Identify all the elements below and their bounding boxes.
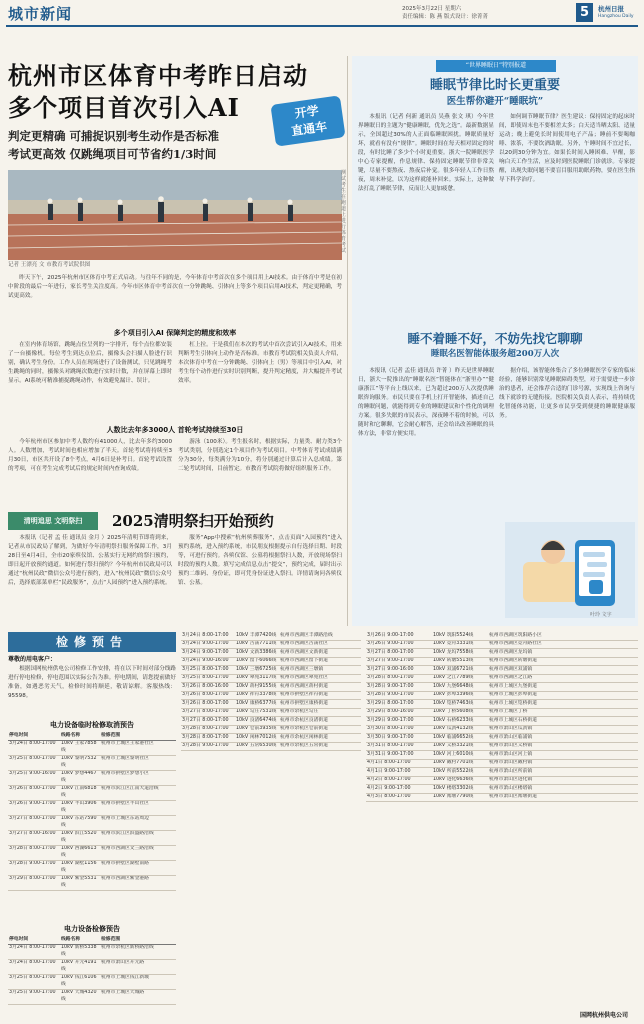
header-line: 线路名称 bbox=[60, 936, 100, 944]
lead-column-3 bbox=[8, 438, 172, 506]
cell-line: 10kV 瓜沥4132线 bbox=[432, 725, 488, 734]
cell-line: 10kV 良渚6474线 bbox=[235, 717, 279, 726]
table-row bbox=[366, 691, 638, 700]
cell-range: 杭州市萧山区进化镇 bbox=[488, 776, 638, 785]
table-row bbox=[366, 700, 638, 709]
insomnia-subheadline: 睡眠名医智能体服务超200万人次 bbox=[430, 349, 560, 359]
table-row bbox=[366, 793, 638, 802]
cell-range: 杭州市西湖区竞舟路社区 bbox=[488, 640, 638, 649]
cell-time: 3月28日 9:00-17:00 bbox=[181, 742, 235, 751]
photo-credit-vertical: 测试考生在跑道上进行体育考试 bbox=[341, 170, 347, 254]
table-row bbox=[366, 751, 638, 760]
cell-time: 3月28日 8:00-17:00 bbox=[181, 725, 235, 734]
cell-line: 10kV 转塘5513线 bbox=[432, 657, 488, 666]
paper-logo-name: 杭州日报 bbox=[598, 5, 624, 13]
cell-line: 10kV 翠苑3117线 bbox=[235, 674, 279, 683]
insomnia-column-1-text: 本报讯（记者 孟佳 通讯员 许菁 ）昨天是世界睡眠日，浙大一院推出的“睡眠名医”智能体在“浙里办”“健康浙江”等平台上线以来，已为超过200万人次提供睡眠咨询服务。市民只要在手机上打开智能体，描述自己的睡眠问题，就能得到专业的睡眠建议和个性化的调理方案。很多失眠的市民表示，深夜睡不着的时候，可以随时和它聊聊，它会耐心解答，还会给出改善睡眠的具体方法，非常方便实用。 bbox=[358, 368, 494, 437]
cell-line: 10kV 蒋村9155线 bbox=[235, 683, 279, 692]
cell-time: 3月30日 8:00-17:00 bbox=[366, 725, 432, 734]
table-row bbox=[181, 700, 361, 709]
sleep-column-1 bbox=[358, 113, 494, 303]
cell-range: 杭州市西湖区转塘街道 bbox=[488, 657, 638, 666]
sleep-illustration bbox=[505, 522, 635, 618]
table-row bbox=[181, 649, 361, 658]
cell-range: 杭州市滨江区江南大道沿线 bbox=[100, 785, 176, 800]
table-row bbox=[366, 725, 638, 734]
table-row bbox=[181, 674, 361, 683]
cell-range: 杭州市西湖区丰潭路沿线 bbox=[279, 632, 361, 640]
cell-line: 10kV 石桥6233线 bbox=[432, 717, 488, 726]
cell-time: 3月27日 8:00-16:00 bbox=[8, 830, 60, 845]
lead-headline-line2: 多个项目首次引入AI bbox=[8, 93, 240, 122]
cell-time: 3月28日 8:00-17:00 bbox=[366, 674, 432, 683]
cell-line: 10kV 河上6010线 bbox=[432, 751, 488, 760]
cell-line: 10kV 所前5522线 bbox=[432, 768, 488, 777]
cell-range: 杭州市西湖区古荡社区 bbox=[279, 640, 361, 649]
cell-range: 杭州市拱墅区祥符街道 bbox=[279, 691, 361, 700]
table-row bbox=[8, 974, 176, 989]
maintenance-notice-text: 根据国网杭州供电公司检修工作安排，将在以下时间对部分线路进行停电检修，停电范围以实际公告为准。停电期间，请您提前做好准备，如遇恶劣天气，检修时间将顺延，敬请谅解。客服热线：95598。 bbox=[8, 666, 176, 699]
table-row bbox=[8, 830, 176, 845]
insomnia-column-1 bbox=[358, 367, 494, 621]
paper-logo bbox=[598, 5, 638, 21]
cell-time: 3月28日 9:00-17:00 bbox=[366, 683, 432, 692]
cell-range: 杭州市西湖区文三路沿线 bbox=[100, 845, 176, 860]
cell-time: 3月24日 9:00-17:00 bbox=[181, 640, 235, 649]
qingming-column-1 bbox=[8, 534, 172, 624]
lead-subheadline-line1: 判定更精确 可捕捉识别考生动作是否标准 bbox=[8, 129, 220, 143]
cell-range: 杭州市拱墅区康桥街道 bbox=[279, 700, 361, 709]
header-time: 停电时间 bbox=[8, 732, 60, 740]
table-row bbox=[181, 734, 361, 743]
table-row bbox=[181, 717, 361, 726]
table-row bbox=[366, 759, 638, 768]
table-header-row bbox=[8, 732, 176, 740]
cell-time: 3月31日 9:00-17:00 bbox=[366, 751, 432, 760]
cell-line: 10kV 半山3906线 bbox=[60, 800, 100, 815]
illustration-caption: 叶玲 文字 bbox=[590, 612, 612, 618]
cell-line: 10kV 之江7789线 bbox=[432, 674, 488, 683]
cell-line: 10kV 龙坞7558线 bbox=[432, 649, 488, 658]
cell-range: 杭州市上城区王家港社区 bbox=[100, 740, 176, 755]
cell-time: 3月27日 8:00-17:00 bbox=[181, 717, 235, 726]
insomnia-headline: 睡不着睡不好，不妨先找它聊聊 bbox=[407, 331, 583, 346]
table-row bbox=[181, 725, 361, 734]
cell-time: 3月28日 9:00-17:00 bbox=[8, 860, 60, 875]
sleep-headline: 睡眠节律比时长更重要 bbox=[429, 78, 560, 93]
cell-time: 3月29日 8:00-16:00 bbox=[366, 708, 432, 717]
table-row bbox=[181, 632, 361, 640]
issue-date: 2025年3月22日 星期六 bbox=[402, 6, 462, 12]
cell-time: 3月25日 8:00-17:00 bbox=[181, 674, 235, 683]
lead-intro bbox=[8, 274, 342, 324]
cancel-table-title: 电力设备临时检修取消预告 bbox=[50, 721, 134, 729]
table-row bbox=[8, 755, 176, 770]
cell-time: 4月1日 8:00-17:00 bbox=[366, 759, 432, 768]
lead-column-1 bbox=[8, 341, 172, 421]
editor-credits: 责任编辑：陈 燕 版式设计：徐菁菁 bbox=[402, 14, 488, 20]
maintenance-list-column-2 bbox=[181, 632, 361, 751]
cell-time: 3月24日 8:00-17:00 bbox=[181, 632, 235, 640]
cell-range: 杭州市西湖区双浦镇 bbox=[488, 666, 638, 675]
cell-range: 杭州市萧山区楼塔镇 bbox=[488, 785, 638, 794]
cell-time: 3月24日 8:00-17:00 bbox=[8, 740, 60, 755]
cell-range: 杭州市萧山区义桥镇 bbox=[488, 742, 638, 751]
qingming-column-2-text: 服务“App中搜索“杭州殡葬服务”，点击页面“入园预约”进入预约系统，进入预约系统，市民朋友根据提示自行选择日期、时段等，可进行预约。各殡仪馆、公墓将根据祭扫人数，开放现场祭扫时段的预约人数。填写完成信息点击“提交”，预约完成，届时出示预约二维码、身份证，即可凭身份证进入祭扫。详情请询问各殡仪馆、公墓。 bbox=[178, 535, 342, 586]
cell-time: 3月24日 9:00-16:00 bbox=[181, 657, 235, 666]
table-row bbox=[366, 785, 638, 794]
cell-line: 10kV 东站7590线 bbox=[60, 815, 100, 830]
paper-logo-en: Hangzhou Daily bbox=[598, 14, 634, 19]
table-row bbox=[8, 800, 176, 815]
cell-line: 10kV 五常6530线 bbox=[235, 742, 279, 751]
cell-line: 10kV 临浦6652线 bbox=[432, 734, 488, 743]
table-row bbox=[366, 683, 638, 692]
cell-time: 3月24日 8:00-17:00 bbox=[8, 944, 60, 959]
lead-subheadline-line2: 考试更高效 仅跳绳项目可节省约1/3时间 bbox=[8, 147, 217, 161]
maintenance-notice bbox=[8, 665, 176, 717]
table-row bbox=[366, 734, 638, 743]
sleep-column-2-text: 如何调节睡眠节律？医生建议：保持固定的起床时间，即使周末也不要相差太多；白天适当晒太阳、适量运动；晚上避免长时间使用电子产品；睡前不要喝咖啡、浓茶，不要饮酒助眠。另外，午睡时间不宜过长，以20到30分钟为宜。如果长时间入睡困难、早醒，影响白天工作生活，应及时到医院睡眠门诊就诊。专家提醒，出现失眠问题不要盲目服用助眠药物，要在医生指导下科学治疗。 bbox=[499, 114, 635, 183]
cell-range: 杭州市西湖区翠苑社区 bbox=[279, 674, 361, 683]
cell-line: 10kV 闻堰7790线 bbox=[432, 793, 488, 802]
cell-range: 杭州市西湖区三墩镇 bbox=[279, 666, 361, 675]
cell-time: 3月26日 8:00-17:00 bbox=[181, 700, 235, 709]
cell-time: 3月25日 9:00-17:00 bbox=[8, 989, 60, 1004]
cell-line: 10kV 祥符3378线 bbox=[235, 691, 279, 700]
cell-range: 杭州市余杭区闲林街道 bbox=[279, 734, 361, 743]
cell-line: 10kV 王家7858线 bbox=[60, 740, 100, 755]
cell-time: 3月26日 8:00-17:00 bbox=[181, 691, 235, 700]
cell-line: 10kV 勾庄7531线 bbox=[235, 708, 279, 717]
cell-range: 杭州市萧山区临浦镇 bbox=[488, 734, 638, 743]
cell-range: 杭州市上城区黎明社区 bbox=[100, 755, 176, 770]
cell-time: 3月25日 8:00-17:00 bbox=[8, 974, 60, 989]
lead-column-2 bbox=[178, 341, 342, 421]
cell-time: 4月1日 9:00-17:00 bbox=[366, 768, 432, 777]
cell-range: 杭州市萧山区闻堰街道 bbox=[488, 793, 638, 802]
cell-range: 杭州市西湖区之江路 bbox=[488, 674, 638, 683]
cell-line: 10kV 滨江5520线 bbox=[60, 830, 100, 845]
cell-range: 杭州市上城区天城路 bbox=[100, 989, 176, 1004]
cell-time: 3月27日 9:00-17:00 bbox=[366, 657, 432, 666]
column-divider bbox=[347, 56, 348, 626]
cell-line: 10kV 三墩6725线 bbox=[235, 666, 279, 675]
header-line: 线路名称 bbox=[60, 732, 100, 740]
cell-range: 杭州市上城区笕桥街道 bbox=[488, 700, 638, 709]
cell-line: 10kV 西湖6613线 bbox=[60, 845, 100, 860]
maintenance-table-title: 电力设备检修预告 bbox=[64, 925, 120, 933]
table-row bbox=[181, 640, 361, 649]
cell-line: 10kV 江南6818线 bbox=[60, 785, 100, 800]
cell-time: 3月27日 8:00-17:00 bbox=[181, 708, 235, 717]
lead-intro-text: 昨天下午，2025年杭州市区体育中考正式启动。与往年不同的是，今年体育中考首次在多个项目用上AI技术。由于体育中考是在初中阶段的最后一年进行，家长考生关注度高。今年市区体育中考首次在一分钟跳绳、引体向上等多个项目启用AI技术，判定更精确，考试更高效。 bbox=[8, 275, 342, 299]
cell-line: 10kV 黎明7532线 bbox=[60, 755, 100, 770]
maintenance-banner: 检修预告 bbox=[8, 632, 176, 652]
phone-chat-illustration bbox=[505, 522, 635, 618]
cell-time: 4月2日 9:00-17:00 bbox=[366, 785, 432, 794]
cell-range: 杭州市西湖区留下街道 bbox=[279, 657, 361, 666]
lead-column-2-text: 杠上拉。于是我们在本次的考试中首次尝试引入AI技术，用来判断考生引体向上动作是否标准。市教育考试院相关负责人介绍，本次体育中考在一分钟跳绳、引体向上（男）等项目中引入AI，对考生每个动作进行实时识别判断，提升判定精度，并大幅提升考试效率。 bbox=[178, 342, 342, 384]
lead-column-1-text: 在室内体育场馆，跳绳点位呈列的一字排开，每个点位都安装了一台摄像机。每位考生到达点位后，摄像头会扫描人脸进行识别，确认考生身份。工作人员在现场进行了设备测试，只见跳绳考生跳绳的同时，摄像头对跳绳次数进行实时计数，并在屏幕上即时显示。AI系统可精准捕捉跳绳动作，有效避免漏计、误计。 bbox=[8, 342, 172, 384]
lead-photo bbox=[8, 170, 342, 260]
sleep-column-2 bbox=[499, 113, 635, 303]
table-row bbox=[8, 875, 176, 890]
cell-range: 杭州市萧山区所前镇 bbox=[488, 768, 638, 777]
lead-column-3-text: 今年杭州市区参加中考人数约有41000人，比去年多约3000人。人数增加，考试时间也相应增加了半天。首轮考试将持续至3月30日，市区共开设了8个考点，4月6日是补考日。首轮考试设置的考项，可在考生完成考试后的规定时间内查询成绩。 bbox=[8, 439, 172, 472]
table-row bbox=[366, 717, 638, 726]
cell-line: 10kV 楼塔3302线 bbox=[432, 785, 488, 794]
cell-line: 10kV 仓前3935线 bbox=[235, 725, 279, 734]
maintenance-table-body bbox=[8, 944, 176, 1004]
maintenance-list-column-3 bbox=[366, 632, 638, 802]
table-row bbox=[8, 815, 176, 830]
cell-line: 10kV 笕桥7463线 bbox=[432, 700, 488, 709]
table-row bbox=[366, 657, 638, 666]
table-row bbox=[8, 785, 176, 800]
stadium-photo-illustration bbox=[8, 170, 342, 260]
cell-time: 3月26日 9:00-17:00 bbox=[366, 640, 432, 649]
cell-range: 杭州市西湖区龙坞镇 bbox=[488, 649, 638, 658]
cell-range: 杭州市拱墅区梦想小区 bbox=[100, 770, 176, 785]
maintenance-list-2-body bbox=[181, 632, 361, 751]
table-row bbox=[8, 989, 176, 1004]
table-row bbox=[366, 776, 638, 785]
table-row bbox=[181, 666, 361, 675]
cell-range: 杭州市萧山区河上镇 bbox=[488, 751, 638, 760]
cell-range: 杭州市余杭区勾庄 bbox=[279, 708, 361, 717]
cell-time: 3月26日 8:00-16:00 bbox=[181, 683, 235, 692]
cell-time: 3月29日 8:00-17:00 bbox=[366, 700, 432, 709]
cell-range: 杭州市余杭区仓前街道 bbox=[279, 725, 361, 734]
cell-line: 10kV 进化6636线 bbox=[432, 776, 488, 785]
cell-line: 10kV 丁桥5608线 bbox=[432, 708, 488, 717]
cell-line: 10kV 戴村7701线 bbox=[432, 759, 488, 768]
cell-time: 3月26日 9:00-17:00 bbox=[8, 800, 60, 815]
header-time: 停电时间 bbox=[8, 936, 60, 944]
cell-line: 10kV 留下6066线 bbox=[235, 657, 279, 666]
cell-time: 3月27日 8:00-17:00 bbox=[8, 815, 60, 830]
cell-range: 杭州市西湖区蒋村街道 bbox=[279, 683, 361, 692]
cell-range: 杭州市上城区钱江新城 bbox=[100, 974, 176, 989]
table-row bbox=[8, 770, 176, 785]
header-rule bbox=[6, 25, 638, 27]
cell-range: 杭州市余杭区良渚街道 bbox=[279, 717, 361, 726]
table-row bbox=[8, 740, 176, 755]
cell-time: 4月2日 8:00-17:00 bbox=[366, 776, 432, 785]
lead-section1-heading: 多个项目引入AI 保障判定的精度和效率 bbox=[113, 329, 237, 337]
cell-line: 10kV 筑阳5524线 bbox=[432, 632, 488, 640]
table-row bbox=[8, 959, 176, 974]
insomnia-column-2 bbox=[499, 367, 635, 517]
qingming-column-1-text: 本报讯（记者 孟 佳 通讯员 金月 ）2025年清明节即将到来，记者从市民政局了解到，为做好今年清明祭扫服务保障工作，3月28日至4月4日，全市20家殡仪馆、公墓实行无网约的祭扫预约，即日起开放预约通道。如何进行祭扫预约？今年杭州市民政局可以通过“杭州民政”微信公众号进行预约，进入“杭州民政”微信公众号后，选择底部菜单栏“民政服务”，点击“人园预约”进入预约系统。 bbox=[8, 535, 172, 586]
maintenance-table bbox=[8, 936, 176, 1005]
table-row bbox=[8, 845, 176, 860]
cell-range: 杭州市萧山区瓜沥镇 bbox=[488, 725, 638, 734]
photo-caption: 记者 王漂亮 文 市教育考试院供图 bbox=[8, 262, 91, 268]
cell-line: 10kV 梦想4467线 bbox=[60, 770, 100, 785]
cell-line: 10kV 双浦6721线 bbox=[432, 666, 488, 675]
sleep-subheadline: 医生帮你避开“睡眠坑” bbox=[446, 96, 544, 107]
table-row bbox=[8, 944, 176, 959]
table-row bbox=[181, 691, 361, 700]
cell-line: 10kV 彭埠3396线 bbox=[432, 691, 488, 700]
cell-time: 3月29日 9:00-17:00 bbox=[366, 717, 432, 726]
cell-time: 3月28日 8:00-17:00 bbox=[8, 845, 60, 860]
lead-headline-line1: 杭州市区体育中考昨日启动 bbox=[8, 61, 308, 90]
cell-range: 杭州市拱墅区半山社区 bbox=[100, 800, 176, 815]
sleep-column-label: “世界睡眠日”特别报道 bbox=[436, 60, 556, 72]
cell-range: 杭州市余杭区五常街道 bbox=[279, 742, 361, 751]
maintenance-notice-title: 尊敬的用电客户： bbox=[8, 656, 57, 663]
header-range: 检修范围 bbox=[100, 936, 176, 944]
cell-time: 3月25日 8:00-17:00 bbox=[181, 666, 235, 675]
cell-time: 3月24日 9:00-17:00 bbox=[181, 649, 235, 658]
table-row bbox=[366, 666, 638, 675]
table-header-row bbox=[8, 936, 176, 944]
cancel-table bbox=[8, 732, 176, 891]
cell-line: 10kV 九堡6648线 bbox=[432, 683, 488, 692]
kaixue-badge bbox=[270, 95, 345, 146]
cell-time: 3月25日 8:00-17:00 bbox=[8, 755, 60, 770]
table-row bbox=[8, 860, 176, 875]
cell-range: 杭州市上城区彭埠街道 bbox=[488, 691, 638, 700]
table-row bbox=[366, 632, 638, 640]
lead-column-4-text: 游泳（100米）。考生报名时，根据实际，力量类、耐力类3个考试类别，分别选定1个项目作为考试项目。中考体育考试成绩满分为30分，每类满分为10分，将分别通过计算后计入总成绩。第二轮考试时间，目前暂定。市教育考试院将做好组织服务工作。 bbox=[178, 439, 342, 472]
cell-line: 10kV 钱江6106线 bbox=[60, 974, 100, 989]
cell-range: 杭州市萧山区戴村镇 bbox=[488, 759, 638, 768]
qingming-column-2 bbox=[178, 534, 342, 624]
table-row bbox=[366, 649, 638, 658]
cell-line: 10kV 竞舟3331线 bbox=[432, 640, 488, 649]
cell-line: 10kV 天城4320线 bbox=[60, 989, 100, 1004]
qingming-tag: 清明追思 文明祭扫 bbox=[8, 512, 98, 530]
cell-range: 杭州市余杭区新桥路沿线 bbox=[100, 944, 176, 959]
cell-line: 10kV 康桥6377线 bbox=[235, 700, 279, 709]
cell-range: 杭州市上城区石桥街道 bbox=[488, 717, 638, 726]
section-name: 城市新闻 bbox=[8, 5, 73, 23]
cell-time: 3月24日 8:00-17:00 bbox=[8, 959, 60, 974]
cell-line: 10kV 湖墅1156线 bbox=[60, 860, 100, 875]
table-row bbox=[181, 657, 361, 666]
maintenance-list-3-body bbox=[366, 632, 638, 802]
insomnia-column-2-text: 据介绍，该智能体集合了多位睡眠医学专家的临床经验，能够识别常见睡眠障碍类型，对于需要进一步诊治的患者，还会推荐合适的门诊号源，实现线上咨询与线下就诊的无缝衔接。医院相关负责人表示，将持续优化智能体功能，让更多市民享受到便捷的睡眠健康服务。 bbox=[499, 368, 635, 419]
cell-line: 10kV 丰潭7420线 bbox=[235, 632, 279, 640]
cell-range: 杭州市西湖区文新街道 bbox=[279, 649, 361, 658]
cell-range: 杭州市西湖区紫金港路 bbox=[100, 875, 176, 890]
table-row bbox=[366, 640, 638, 649]
table-row bbox=[366, 742, 638, 751]
cell-time: 3月28日 9:00-17:00 bbox=[366, 691, 432, 700]
lead-section2-heading: 人数比去年多3000人 首轮考试持续至30日 bbox=[106, 426, 244, 434]
cell-line: 10kV 古荡7711线 bbox=[235, 640, 279, 649]
cell-range: 杭州市上城区九堡街道 bbox=[488, 683, 638, 692]
cell-range: 杭州市上城区丁桥 bbox=[488, 708, 638, 717]
lead-column-4 bbox=[178, 438, 342, 506]
cell-time: 3月30日 9:00-17:00 bbox=[366, 734, 432, 743]
cell-time: 3月31日 8:00-17:00 bbox=[366, 742, 432, 751]
cell-range: 杭州市拱墅区湖墅南路 bbox=[100, 860, 176, 875]
cell-range: 杭州市西湖区筑阳路小区 bbox=[488, 632, 638, 640]
table-row bbox=[181, 683, 361, 692]
footer-credit: 国网杭州供电公司 bbox=[580, 1012, 629, 1019]
header-meta bbox=[402, 5, 574, 21]
cell-range: 杭州市上城区东站周边 bbox=[100, 815, 176, 830]
page-number: 5 bbox=[576, 3, 593, 22]
cell-line: 10kV 义桥3321线 bbox=[432, 742, 488, 751]
table-row bbox=[366, 708, 638, 717]
cell-time: 3月29日 8:00-17:00 bbox=[8, 875, 60, 890]
badge-line2: 直通车 bbox=[290, 119, 328, 139]
cell-line: 10kV 闲林7012线 bbox=[235, 734, 279, 743]
cell-time: 3月26日 9:00-17:00 bbox=[366, 632, 432, 640]
sleep-column-1-text: 本报讯（记者 何新 通讯员 吴燕 张文 琪）今年世界睡眠日的主题为“健康睡眠，优先之选”。最新数据显示，全国超过30%的人正面临睡眠困扰。睡眠质量好坏，就看有没有“规律”。睡眠时间在每天相对固定的时段，有时比睡了多少个小时更重要。浙大一院睡眠医学中心专家提醒，作息规律、保持固定睡眠节律非常关键，尽量不要熬夜、熬夜后补觉。很多年轻人工作日熬夜，周末补觉，以为这样就能补回来。实际上，这种做法打乱了睡眠节律，反而让人更加疲惫。 bbox=[358, 114, 494, 192]
header-range: 检修范围 bbox=[100, 732, 176, 740]
qingming-headline: 2025清明祭扫开始预约 bbox=[112, 512, 274, 530]
cell-range: 杭州市滨江区滨盛路沿线 bbox=[100, 830, 176, 845]
cancel-table-body bbox=[8, 740, 176, 890]
badge-line1: 开学 bbox=[293, 103, 320, 121]
cell-line: 10kV 开元4191线 bbox=[60, 959, 100, 974]
cell-line: 10kV 文新3386线 bbox=[235, 649, 279, 658]
cell-time: 3月27日 9:00-16:00 bbox=[366, 666, 432, 675]
table-row bbox=[181, 708, 361, 717]
table-row bbox=[366, 674, 638, 683]
cell-line: 10kV 新桥5338线 bbox=[60, 944, 100, 959]
cell-time: 3月26日 8:00-17:00 bbox=[8, 785, 60, 800]
cell-time: 3月28日 8:00-17:00 bbox=[181, 734, 235, 743]
table-row bbox=[366, 768, 638, 777]
cell-time: 3月25日 9:00-16:00 bbox=[8, 770, 60, 785]
cell-line: 10kV 紫金5531线 bbox=[60, 875, 100, 890]
cell-time: 3月27日 8:00-17:00 bbox=[366, 649, 432, 658]
table-row bbox=[181, 742, 361, 751]
cell-range: 杭州市萧山区开元路 bbox=[100, 959, 176, 974]
cell-time: 4月3日 8:00-17:00 bbox=[366, 793, 432, 802]
